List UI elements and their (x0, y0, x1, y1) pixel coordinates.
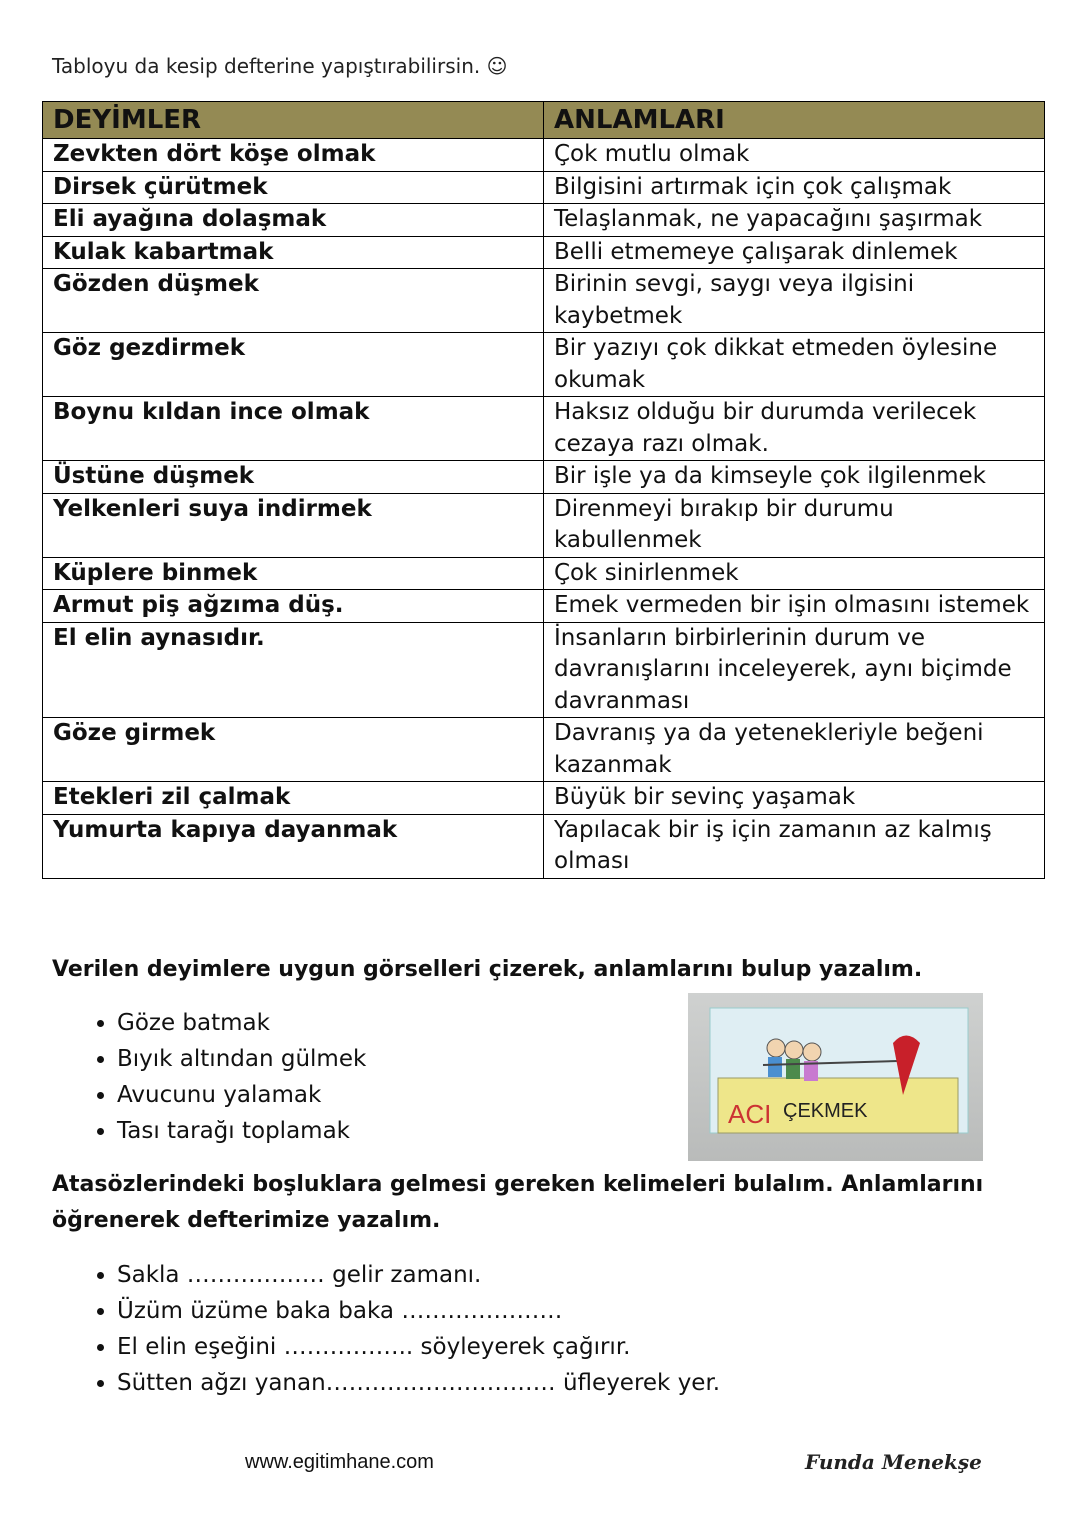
table-row (43, 557, 1045, 590)
idiom-cell: Etekleri zil çalmak (43, 782, 544, 815)
meaning-cell: Davranış ya da yetenekleriyle beğeni kazanmak (544, 718, 1045, 782)
idiom-cell: Zevkten dört köşe olmak (43, 139, 544, 172)
list-item: • Bıyık altından gülmek (117, 1041, 366, 1077)
meaning-cell: Çok sinirlenmek (544, 557, 1045, 590)
table-row (43, 236, 1045, 269)
table-row (43, 814, 1045, 878)
section2-heading: Atasözlerindeki boşluklara gelmesi gereken kelimeleri bulalım. Anlamlarını öğrenerek defterimize yazalım. (52, 1172, 984, 1233)
meaning-cell: Çok mutlu olmak (544, 139, 1045, 172)
table-row (43, 590, 1045, 623)
header-idioms: DEYİMLER (43, 102, 544, 139)
meaning-cell: Telaşlanmak, ne yapacağını şaşırmak (544, 204, 1045, 237)
image-caption-aci: ACI (728, 1099, 772, 1129)
section1-list (52, 1005, 366, 1149)
idioms-table (42, 101, 1045, 879)
idiom-cell: El elin aynasıdır. (43, 622, 544, 718)
section1-heading: Verilen deyimlere uygun görselleri çizerek, anlamlarını bulup yazalım. (52, 957, 923, 982)
idiom-cell: Armut piş ağzıma düş. (43, 590, 544, 623)
footer-url: www.egitimhane.com (245, 1451, 434, 1473)
aci-cekmek-drawing (688, 993, 983, 1161)
list-item: • Avucunu yalamak (117, 1077, 366, 1113)
table-row (43, 493, 1045, 557)
list-item: • Göze batmak (117, 1005, 366, 1041)
idiom-cell: Küplere binmek (43, 557, 544, 590)
meaning-cell: Bilgisini artırmak için çok çalışmak (544, 171, 1045, 204)
list-item: • Üzüm üzüme baka baka ………………… (117, 1293, 720, 1329)
table-row (43, 204, 1045, 237)
idiom-cell: Boynu kıldan ince olmak (43, 397, 544, 461)
list-item: • Tası tarağı toplamak (117, 1113, 366, 1149)
meaning-cell: Emek vermeden bir işin olmasını istemek (544, 590, 1045, 623)
idiom-cell: Kulak kabartmak (43, 236, 544, 269)
table-row (43, 139, 1045, 172)
list-item: • El elin eşeğini …………….. söyleyerek çağırır. (117, 1329, 720, 1365)
section2-list (52, 1257, 720, 1401)
list-item: • Sütten ağzı yanan………………………… üfleyerek yer. (117, 1365, 720, 1401)
idiom-cell: Eli ayağına dolaşmak (43, 204, 544, 237)
idiom-cell: Gözden düşmek (43, 269, 544, 333)
table-row (43, 269, 1045, 333)
table-row (43, 622, 1045, 718)
list-item: • Sakla ……………… gelir zamanı. (117, 1257, 720, 1293)
meaning-cell: Bir yazıyı çok dikkat etmeden öylesine okumak (544, 333, 1045, 397)
table-row (43, 333, 1045, 397)
meaning-cell: Büyük bir sevinç yaşamak (544, 782, 1045, 815)
meaning-cell: Yapılacak bir iş için zamanın az kalmış olması (544, 814, 1045, 878)
table-row (43, 718, 1045, 782)
meaning-cell: Haksız olduğu bir durumda verilecek cezaya razı olmak. (544, 397, 1045, 461)
table-row (43, 782, 1045, 815)
author-signature: Funda Menekşe (805, 1450, 982, 1474)
idiom-cell: Göze girmek (43, 718, 544, 782)
header-meanings: ANLAMLARI (544, 102, 1045, 139)
meaning-cell: Bir işle ya da kimseyle çok ilgilenmek (544, 461, 1045, 494)
meaning-cell: Direnmeyi bırakıp bir durumu kabullenmek (544, 493, 1045, 557)
meaning-cell: Birinin sevgi, saygı veya ilgisini kaybetmek (544, 269, 1045, 333)
idiom-cell: Yelkenleri suya indirmek (43, 493, 544, 557)
idiom-cell: Yumurta kapıya dayanmak (43, 814, 544, 878)
idiom-cell: Dirsek çürütmek (43, 171, 544, 204)
meaning-cell: İnsanların birbirlerinin durum ve davranışlarını inceleyerek, aynı biçimde davranması (544, 622, 1045, 718)
idiom-cell: Üstüne düşmek (43, 461, 544, 494)
idiom-cell: Göz gezdirmek (43, 333, 544, 397)
table-row (43, 461, 1045, 494)
table-row (43, 171, 1045, 204)
intro-text: Tabloyu da kesip defterine yapıştırabilirsin. ☺ (52, 54, 508, 78)
image-caption-cekmek: ÇEKMEK (783, 1100, 868, 1122)
table-row (43, 397, 1045, 461)
meaning-cell: Belli etmemeye çalışarak dinlemek (544, 236, 1045, 269)
